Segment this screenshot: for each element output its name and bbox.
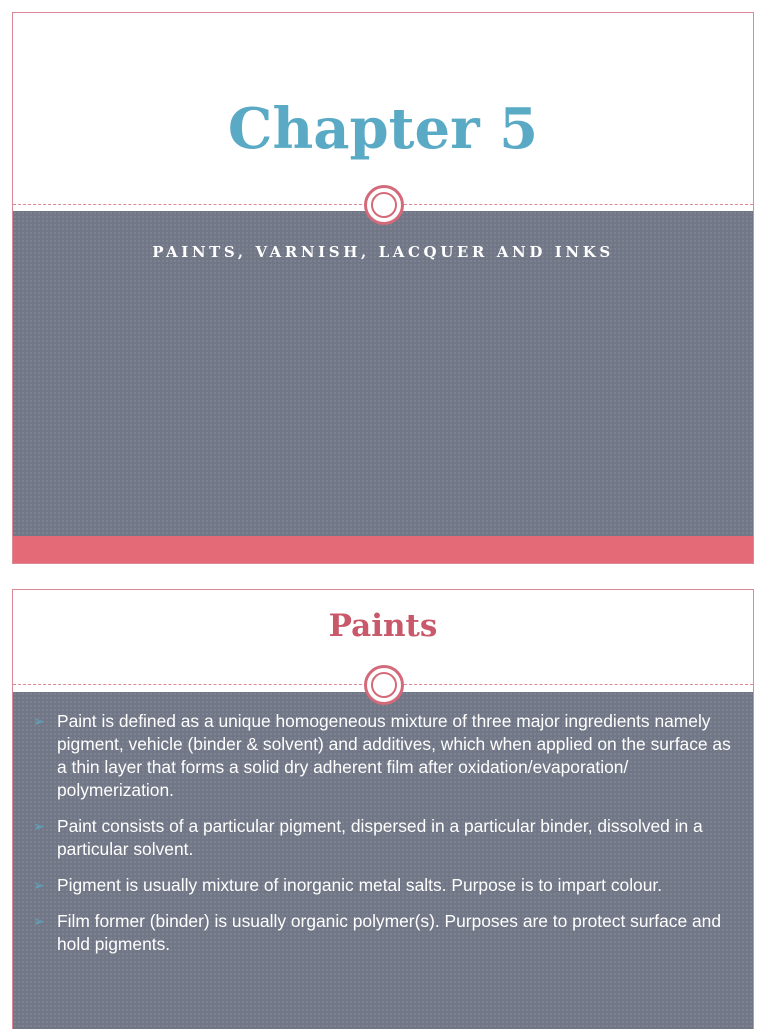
list-item	[33, 910, 739, 956]
arrow-bullet-icon: ➢	[33, 877, 45, 893]
arrow-bullet-icon: ➢	[33, 818, 45, 834]
list-item	[33, 815, 739, 861]
ring-ornament-icon	[364, 185, 404, 225]
arrow-bullet-icon: ➢	[33, 713, 45, 729]
bullet-list	[33, 710, 739, 969]
accent-bar	[13, 536, 753, 563]
bullet-text: Pigment is usually mixture of inorganic metal salts. Purpose is to impart colour.	[57, 875, 663, 895]
slide-title: Paints	[328, 608, 438, 644]
bullet-text: Film former (binder) is usually organic polymer(s). Purposes are to protect surface and hold pigments.	[57, 911, 721, 954]
list-item	[33, 874, 739, 897]
title-slide	[12, 12, 754, 564]
bullet-text: Paint consists of a particular pigment, dispersed in a particular binder, dissolved in a particular solvent.	[57, 816, 703, 859]
paints-slide	[12, 589, 754, 1029]
chapter-title: Chapter 5	[227, 96, 539, 162]
arrow-bullet-icon: ➢	[33, 913, 45, 929]
list-item	[33, 710, 739, 802]
content-panel	[13, 211, 753, 563]
bullet-text: Paint is defined as a unique homogeneous mixture of three major ingredients namely pigment, vehicle (binder & solvent) and additives, which when applied on the surface as a thin layer that forms a solid dry adherent film after oxidation/evaporation/ polymerization.	[57, 711, 731, 800]
ring-ornament-icon	[364, 665, 404, 705]
chapter-subtitle: PAINTS, VARNISH, LACQUER AND INKS	[152, 243, 614, 261]
